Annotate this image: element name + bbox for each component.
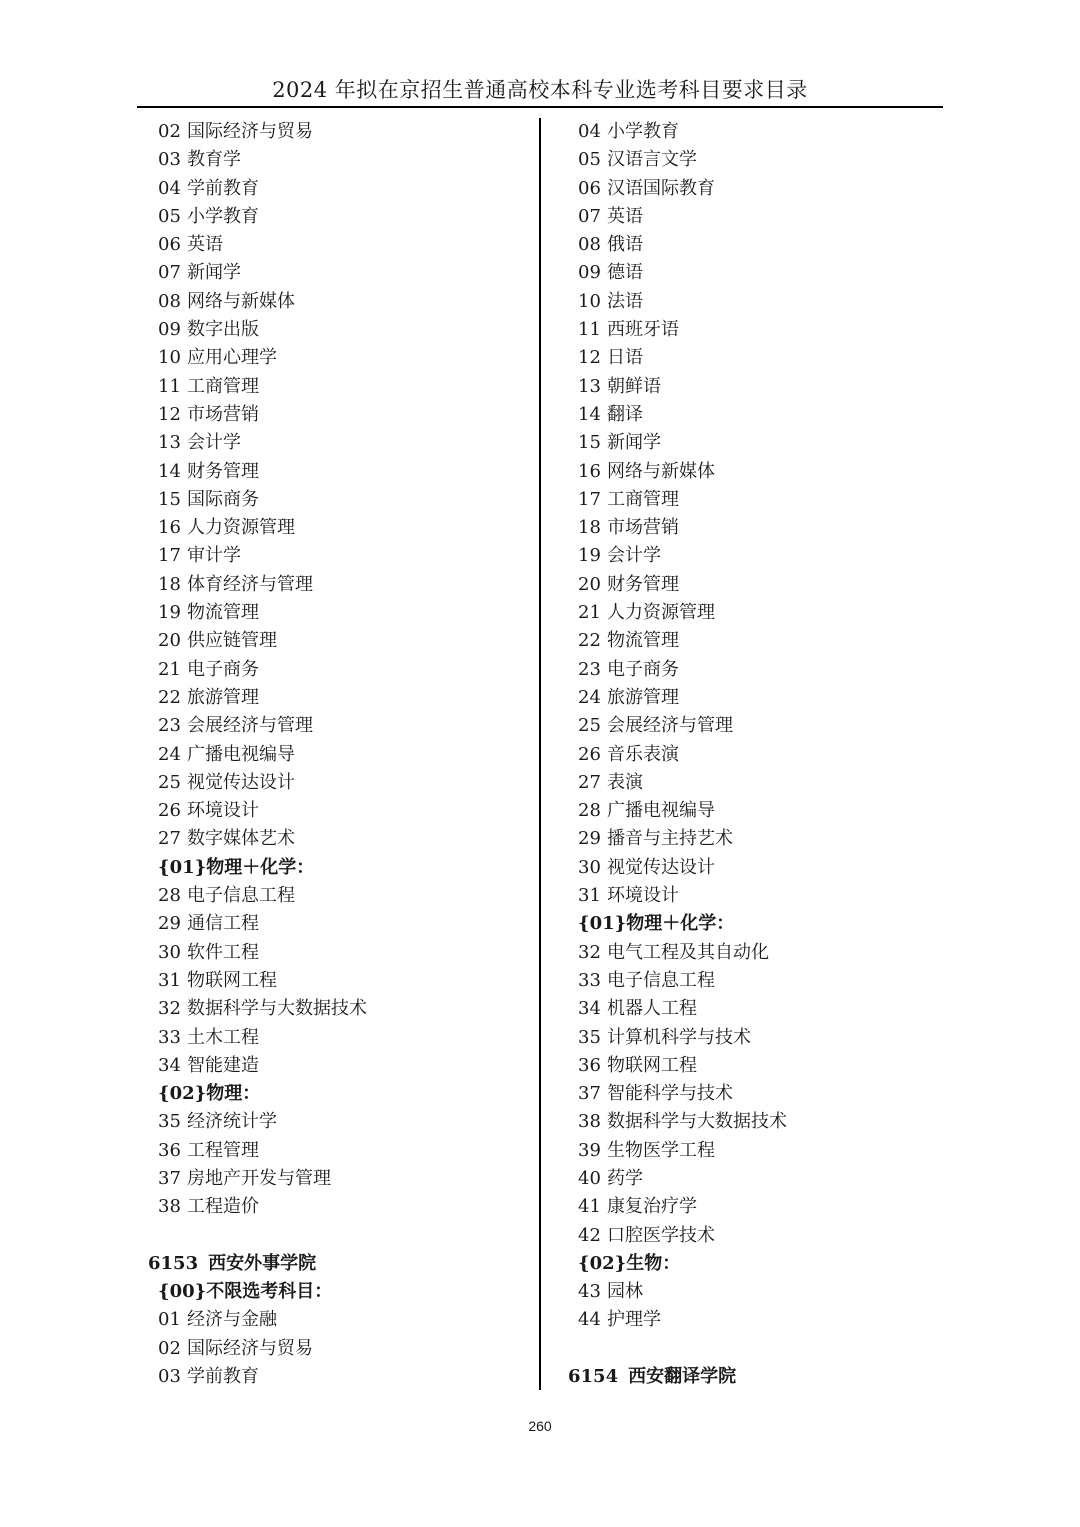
major-code: 31 [158, 969, 181, 991]
major-code: 26 [578, 743, 601, 765]
major-code: 37 [158, 1167, 181, 1189]
major-name: 国际商务 [187, 488, 259, 510]
major-item [568, 939, 958, 967]
major-code: 11 [578, 319, 601, 341]
major-code: 20 [158, 630, 181, 652]
school-name: 西安翻译学院 [628, 1366, 737, 1388]
major-code: 35 [158, 1111, 181, 1133]
major-name: 体育经济与管理 [187, 573, 313, 595]
major-name: 房地产开发与管理 [187, 1167, 331, 1189]
major-name: 播音与主持艺术 [607, 828, 733, 850]
major-item [148, 486, 538, 514]
major-code: 03 [158, 1366, 181, 1388]
major-code: 21 [578, 602, 601, 624]
major-code: 25 [158, 771, 181, 793]
major-code: 12 [158, 403, 181, 425]
major-item [568, 882, 958, 910]
major-item [568, 118, 958, 146]
major-code: 35 [578, 1026, 601, 1048]
major-code: 41 [578, 1196, 601, 1218]
major-name: 电子信息工程 [187, 885, 295, 907]
major-item [148, 1052, 538, 1080]
major-code: 27 [158, 828, 181, 850]
major-name: 音乐表演 [607, 743, 679, 765]
major-name: 教育学 [187, 149, 241, 171]
major-name: 翻译 [607, 403, 643, 425]
major-item [148, 259, 538, 287]
page-number: 260 [528, 1418, 552, 1434]
major-name: 工商管理 [607, 488, 679, 510]
major-code: 19 [158, 602, 181, 624]
major-name: 学前教育 [187, 177, 259, 199]
major-item [568, 627, 958, 655]
school-code: 6154 [568, 1366, 619, 1388]
major-item [148, 373, 538, 401]
major-item [148, 175, 538, 203]
major-code: 05 [158, 205, 181, 227]
page-title: 2024 年拟在京招生普通高校本科专业选考科目要求目录 [272, 78, 808, 102]
major-code: 24 [158, 743, 181, 765]
major-name: 审计学 [187, 545, 241, 567]
major-name: 口腔医学技术 [607, 1224, 715, 1246]
major-name: 物流管理 [187, 602, 259, 624]
major-item [568, 854, 958, 882]
major-code: 14 [158, 460, 181, 482]
major-item [148, 118, 538, 146]
major-name: 会计学 [607, 545, 661, 567]
major-name: 法语 [607, 290, 643, 312]
major-item [568, 175, 958, 203]
major-item [148, 231, 538, 259]
major-item [148, 1165, 538, 1193]
major-item [148, 571, 538, 599]
major-name: 智能科学与技术 [607, 1083, 733, 1105]
major-item [148, 656, 538, 684]
major-name: 人力资源管理 [607, 602, 715, 624]
major-item [568, 231, 958, 259]
major-name: 旅游管理 [187, 686, 259, 708]
major-name: 财务管理 [187, 460, 259, 482]
major-name: 小学教育 [187, 205, 259, 227]
major-code: 27 [578, 771, 601, 793]
major-item [148, 599, 538, 627]
major-item [148, 712, 538, 740]
title-rule [137, 106, 943, 108]
major-name: 网络与新媒体 [607, 460, 715, 482]
major-code: 40 [578, 1167, 601, 1189]
subject-requirement-heading: {01}物理＋化学： [158, 856, 315, 878]
major-name: 智能建造 [187, 1054, 259, 1076]
major-name: 新闻学 [187, 262, 241, 284]
major-code: 34 [578, 998, 601, 1020]
major-name: 经济统计学 [187, 1111, 277, 1133]
major-item [568, 1306, 958, 1334]
major-item [568, 1080, 958, 1108]
major-name: 电子信息工程 [607, 969, 715, 991]
major-code: 12 [578, 347, 601, 369]
major-name: 会计学 [187, 432, 241, 454]
major-name: 护理学 [607, 1309, 661, 1331]
major-name: 土木工程 [187, 1026, 259, 1048]
major-code: 44 [578, 1309, 601, 1331]
column-divider [539, 118, 541, 1390]
major-name: 日语 [607, 347, 643, 369]
major-code: 22 [578, 630, 601, 652]
major-name: 药学 [607, 1167, 643, 1189]
major-name: 通信工程 [187, 913, 259, 935]
major-code: 42 [578, 1224, 601, 1246]
school-heading [148, 1250, 538, 1278]
major-name: 工程管理 [187, 1139, 259, 1161]
major-code: 19 [578, 545, 601, 567]
major-name: 德语 [607, 262, 643, 284]
major-name: 学前教育 [187, 1366, 259, 1388]
major-code: 33 [578, 969, 601, 991]
major-item [148, 203, 538, 231]
major-code: 20 [578, 573, 601, 595]
major-code: 08 [578, 234, 601, 256]
major-item [148, 882, 538, 910]
major-name: 新闻学 [607, 432, 661, 454]
major-item [568, 769, 958, 797]
major-item [568, 514, 958, 542]
major-item [568, 401, 958, 429]
major-item [568, 259, 958, 287]
major-item [148, 797, 538, 825]
major-item [148, 910, 538, 938]
major-name: 数据科学与大数据技术 [607, 1111, 787, 1133]
major-code: 32 [578, 941, 601, 963]
major-code: 17 [578, 488, 601, 510]
major-name: 汉语国际教育 [607, 177, 715, 199]
major-item [568, 684, 958, 712]
major-name: 电子商务 [607, 658, 679, 680]
major-code: 15 [158, 488, 181, 510]
major-item [568, 288, 958, 316]
major-code: 36 [578, 1054, 601, 1076]
major-item [148, 514, 538, 542]
major-code: 17 [158, 545, 181, 567]
major-code: 21 [158, 658, 181, 680]
major-name: 电气工程及其自动化 [607, 941, 769, 963]
major-item [568, 344, 958, 372]
major-name: 软件工程 [187, 941, 259, 963]
major-code: 07 [578, 205, 601, 227]
major-name: 会展经济与管理 [607, 715, 733, 737]
spacer [148, 1222, 538, 1250]
major-code: 16 [158, 517, 181, 539]
major-item [568, 825, 958, 853]
major-item [568, 203, 958, 231]
major-item [568, 599, 958, 627]
major-item [568, 1052, 958, 1080]
major-code: 34 [158, 1054, 181, 1076]
major-name: 电子商务 [187, 658, 259, 680]
major-item [568, 429, 958, 457]
major-name: 人力资源管理 [187, 517, 295, 539]
major-code: 37 [578, 1083, 601, 1105]
major-code: 25 [578, 715, 601, 737]
major-item [148, 288, 538, 316]
major-item [148, 1193, 538, 1221]
major-item [148, 146, 538, 174]
major-item [568, 571, 958, 599]
major-name: 朝鲜语 [607, 375, 661, 397]
major-item [148, 429, 538, 457]
major-item [568, 146, 958, 174]
school-heading [568, 1363, 958, 1391]
major-item [568, 1222, 958, 1250]
major-name: 数字媒体艺术 [187, 828, 295, 850]
major-item [568, 458, 958, 486]
major-item [148, 344, 538, 372]
major-code: 06 [158, 234, 181, 256]
major-code: 03 [158, 149, 181, 171]
major-code: 09 [158, 319, 181, 341]
major-code: 10 [158, 347, 181, 369]
major-code: 04 [578, 121, 601, 142]
major-item [148, 1335, 538, 1363]
major-code: 16 [578, 460, 601, 482]
major-item [148, 939, 538, 967]
major-name: 生物医学工程 [607, 1139, 715, 1161]
major-item [568, 1137, 958, 1165]
major-code: 29 [578, 828, 601, 850]
major-item [148, 1024, 538, 1052]
major-name: 康复治疗学 [607, 1196, 697, 1218]
major-name: 国际经济与贸易 [187, 1337, 313, 1359]
major-name: 环境设计 [187, 800, 259, 822]
major-code: 31 [578, 885, 601, 907]
major-item [148, 967, 538, 995]
major-code: 23 [578, 658, 601, 680]
major-name: 英语 [187, 234, 223, 256]
major-name: 英语 [607, 205, 643, 227]
major-code: 13 [158, 432, 181, 454]
major-name: 应用心理学 [187, 347, 277, 369]
major-code: 18 [578, 517, 601, 539]
major-code: 28 [158, 885, 181, 907]
major-name: 市场营销 [187, 403, 259, 425]
major-item [568, 1165, 958, 1193]
major-item [568, 486, 958, 514]
major-item [148, 1306, 538, 1334]
major-name: 机器人工程 [607, 998, 697, 1020]
major-code: 26 [158, 800, 181, 822]
left-column [148, 118, 538, 1391]
major-item [148, 458, 538, 486]
major-name: 旅游管理 [607, 686, 679, 708]
major-name: 工程造价 [187, 1196, 259, 1218]
major-item [568, 797, 958, 825]
major-name: 表演 [607, 771, 643, 793]
major-item [568, 967, 958, 995]
major-item [568, 995, 958, 1023]
major-name: 汉语言文学 [607, 149, 697, 171]
major-name: 市场营销 [607, 517, 679, 539]
major-name: 经济与金融 [187, 1309, 277, 1331]
subject-requirement-heading: {01}物理＋化学： [578, 913, 735, 935]
major-item [568, 656, 958, 684]
major-item [568, 1108, 958, 1136]
major-item [148, 1108, 538, 1136]
major-code: 32 [158, 998, 181, 1020]
major-item [568, 316, 958, 344]
major-code: 07 [158, 262, 181, 284]
major-name: 物流管理 [607, 630, 679, 652]
major-code: 05 [578, 149, 601, 171]
major-code: 02 [158, 121, 181, 142]
major-item [568, 1024, 958, 1052]
major-item [148, 401, 538, 429]
major-name: 广播电视编导 [187, 743, 295, 765]
school-name: 西安外事学院 [208, 1252, 317, 1274]
subject-requirement-heading: {02}生物： [578, 1252, 681, 1274]
major-code: 43 [578, 1281, 601, 1303]
major-name: 会展经济与管理 [187, 715, 313, 737]
major-code: 13 [578, 375, 601, 397]
major-name: 数据科学与大数据技术 [187, 998, 367, 1020]
major-code: 11 [158, 375, 181, 397]
major-item [148, 316, 538, 344]
major-code: 39 [578, 1139, 601, 1161]
major-code: 28 [578, 800, 601, 822]
major-name: 国际经济与贸易 [187, 121, 313, 142]
major-item [148, 769, 538, 797]
spacer [568, 1335, 958, 1363]
major-name: 视觉传达设计 [187, 771, 295, 793]
major-item [568, 741, 958, 769]
major-item [148, 741, 538, 769]
major-code: 14 [578, 403, 601, 425]
subject-requirement-heading: {02}物理： [158, 1083, 261, 1105]
major-code: 01 [158, 1309, 181, 1331]
major-item [148, 627, 538, 655]
school-code: 6153 [148, 1252, 199, 1274]
major-item [568, 373, 958, 401]
major-name: 广播电视编导 [607, 800, 715, 822]
major-name: 视觉传达设计 [607, 856, 715, 878]
major-code: 04 [158, 177, 181, 199]
major-name: 物联网工程 [187, 969, 277, 991]
major-code: 29 [158, 913, 181, 935]
major-name: 财务管理 [607, 573, 679, 595]
major-code: 18 [158, 573, 181, 595]
subject-requirement-heading: {00}不限选考科目： [158, 1281, 333, 1303]
major-name: 供应链管理 [187, 630, 277, 652]
major-code: 22 [158, 686, 181, 708]
major-code: 36 [158, 1139, 181, 1161]
major-name: 数字出版 [187, 319, 259, 341]
major-item [148, 1363, 538, 1391]
major-code: 24 [578, 686, 601, 708]
major-item [568, 712, 958, 740]
right-column [568, 118, 958, 1391]
major-code: 10 [578, 290, 601, 312]
major-code: 30 [578, 856, 601, 878]
major-code: 06 [578, 177, 601, 199]
major-item [568, 1278, 958, 1306]
major-name: 工商管理 [187, 375, 259, 397]
major-name: 俄语 [607, 234, 643, 256]
major-item [148, 825, 538, 853]
major-name: 计算机科学与技术 [607, 1026, 751, 1048]
major-name: 小学教育 [607, 121, 679, 142]
major-code: 09 [578, 262, 601, 284]
major-name: 环境设计 [607, 885, 679, 907]
major-item [148, 1137, 538, 1165]
major-code: 02 [158, 1337, 181, 1359]
major-code: 33 [158, 1026, 181, 1048]
major-name: 网络与新媒体 [187, 290, 295, 312]
major-item [568, 542, 958, 570]
major-code: 38 [158, 1196, 181, 1218]
major-code: 15 [578, 432, 601, 454]
major-item [568, 1193, 958, 1221]
major-code: 23 [158, 715, 181, 737]
major-code: 08 [158, 290, 181, 312]
major-name: 物联网工程 [607, 1054, 697, 1076]
major-item [148, 684, 538, 712]
major-name: 西班牙语 [607, 319, 679, 341]
major-item [148, 995, 538, 1023]
major-code: 30 [158, 941, 181, 963]
major-name: 园林 [607, 1281, 643, 1303]
major-code: 38 [578, 1111, 601, 1133]
major-item [148, 542, 538, 570]
